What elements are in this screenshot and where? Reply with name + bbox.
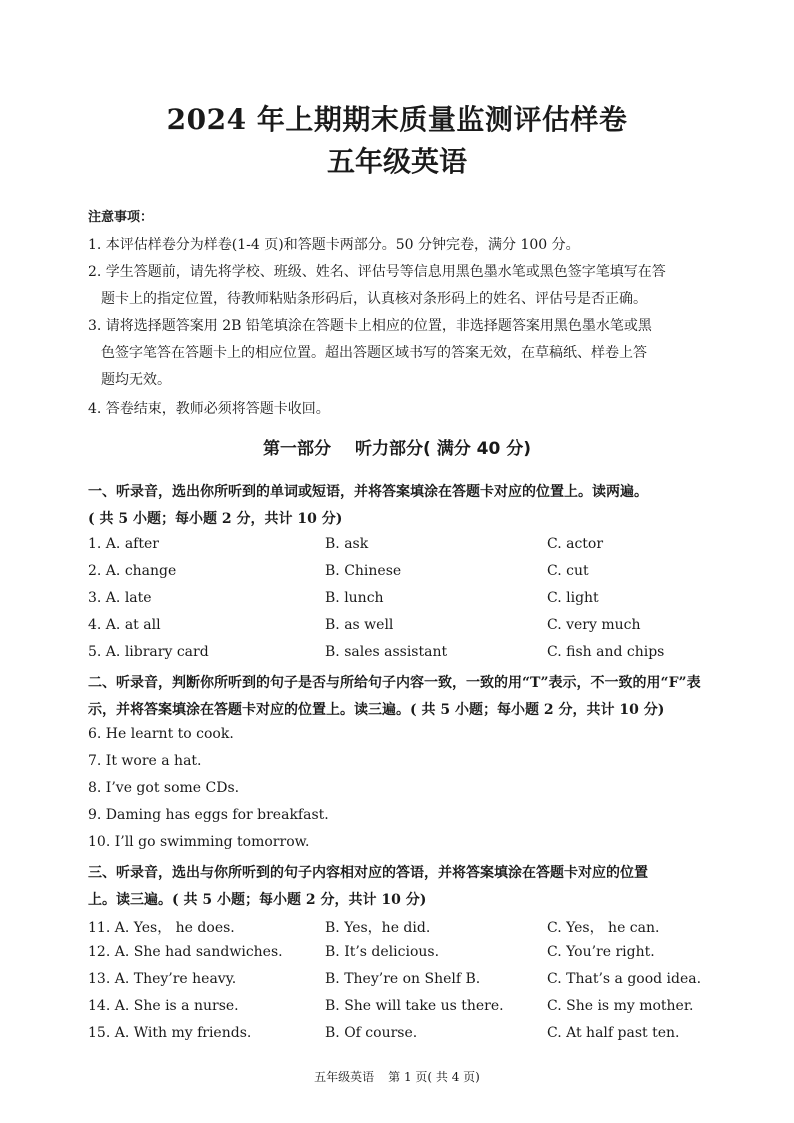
note-text: 1. 本评估样卷分为样卷(1-4 页)和答题卡两部分。50 分钟完卷，满分 100 分。 bbox=[88, 237, 580, 253]
section-2-heading bbox=[88, 670, 728, 724]
option-c: C. You’re right. bbox=[547, 944, 655, 960]
note-text-continued: 题卡上的指定位置，待教师粘贴条形码后，认真核对条形码上的姓名、评估号是否正确。 bbox=[101, 291, 647, 307]
option-c: C. At half past ten. bbox=[547, 1025, 680, 1041]
option-b: B. sales assistant bbox=[325, 644, 448, 660]
section-1-scoring: ( 共 5 小题；每小题 2 分，共计 10 分) bbox=[88, 511, 343, 527]
option-a: 14. A. She is a nurse. bbox=[88, 998, 239, 1014]
part-title: 听力部分( 满分 40 分) bbox=[355, 439, 531, 459]
statement-8: 8. I’ve got some CDs. bbox=[88, 780, 240, 796]
note-text: 2. 学生答题前，请先将学校、班级、姓名、评估号等信息用黑色墨水笔或黑色签字笔填写在答 bbox=[88, 264, 666, 280]
option-a: 5. A. library card bbox=[88, 644, 209, 660]
statement-10: 10. I’ll go swimming tomorrow. bbox=[88, 834, 310, 850]
option-a: 4. A. at all bbox=[88, 617, 161, 633]
note-text: 4. 答卷结束，教师必须将答题卡收回。 bbox=[88, 401, 330, 417]
part-name: 第一部分 bbox=[263, 439, 332, 459]
note-text-continued: 色签字笔答在答题卡上的相应位置。超出答题区域书写的答案无效，在草稿纸、样卷上答 bbox=[101, 345, 647, 361]
option-c: C. light bbox=[547, 590, 599, 606]
part-heading bbox=[0, 434, 794, 459]
section-3-instruction-continued: 上。读三遍。( 共 5 小题；每小题 2 分，共计 10 分) bbox=[88, 892, 427, 908]
option-c: C. cut bbox=[547, 563, 589, 579]
option-a: 15. A. With my friends. bbox=[88, 1025, 252, 1041]
note-text: 3. 请将选择题答案用 2B 铅笔填涂在答题卡上相应的位置，非选择题答案用黑色墨水笔或黑 bbox=[88, 318, 652, 334]
option-c: C. Yes， he can. bbox=[547, 920, 660, 936]
option-a: 13. A. They’re heavy. bbox=[88, 971, 237, 987]
option-b: B. ask bbox=[325, 536, 369, 552]
option-a: 1. A. after bbox=[88, 536, 159, 552]
notes-label: 注意事项： bbox=[88, 210, 154, 225]
section-2-instruction-continued: 示，并将答案填涂在答题卡对应的位置上。读三遍。( 共 5 小题；每小题 2 分，共计 10 分) bbox=[88, 702, 665, 718]
option-c: C. actor bbox=[547, 536, 604, 552]
statement-9: 9. Daming has eggs for breakfast. bbox=[88, 807, 329, 823]
option-b: B. It’s delicious. bbox=[325, 944, 440, 960]
exam-title: 2024 年上期期末质量监测评估样卷 bbox=[166, 103, 628, 136]
footer-page-number: 第 1 页( 共 4 页) bbox=[388, 1070, 480, 1084]
option-c: C. very much bbox=[547, 617, 641, 633]
option-a: 12. A. She had sandwiches. bbox=[88, 944, 283, 960]
option-b: B. They’re on Shelf B. bbox=[325, 971, 481, 987]
note-1 bbox=[88, 232, 718, 259]
section-1-instruction: 一、听录音，选出你所听到的单词或短语，并将答案填涂在答题卡对应的位置上。读两遍。 bbox=[88, 484, 648, 500]
option-b: B. lunch bbox=[325, 590, 384, 606]
option-a: 2. A. change bbox=[88, 563, 177, 579]
note-text-continued: 题均无效。 bbox=[101, 372, 171, 388]
option-b: B. as well bbox=[325, 617, 394, 633]
section-3-instruction: 三、听录音，选出与你所听到的句子内容相对应的答语，并将答案填涂在答题卡对应的位置 bbox=[88, 865, 648, 881]
section-2-instruction: 二、听录音，判断你所听到的句子是否与所给句子内容一致，一致的用“T”表示，不一致的用“F”表 bbox=[88, 675, 701, 691]
note-3 bbox=[88, 313, 718, 394]
option-b: B. Of course. bbox=[325, 1025, 418, 1041]
option-b: B. Chinese bbox=[325, 563, 402, 579]
statement-7: 7. It wore a hat. bbox=[88, 753, 202, 769]
section-3-heading bbox=[88, 860, 728, 914]
option-c: C. fish and chips bbox=[547, 644, 665, 660]
note-4 bbox=[88, 396, 718, 423]
option-c: C. That’s a good idea. bbox=[547, 971, 702, 987]
footer-subject: 五年级英语 bbox=[314, 1070, 375, 1084]
option-c: C. She is my mother. bbox=[547, 998, 694, 1014]
option-b: B. She will take us there. bbox=[325, 998, 504, 1014]
option-a: 11. A. Yes， he does. bbox=[88, 920, 235, 936]
note-2 bbox=[88, 259, 718, 313]
page-footer bbox=[0, 1068, 794, 1085]
statement-6: 6. He learnt to cook. bbox=[88, 726, 234, 742]
option-a: 3. A. late bbox=[88, 590, 152, 606]
option-b: B. Yes，he did. bbox=[325, 920, 431, 936]
section-1-heading bbox=[88, 479, 728, 533]
exam-subtitle: 五年级英语 bbox=[326, 145, 467, 178]
